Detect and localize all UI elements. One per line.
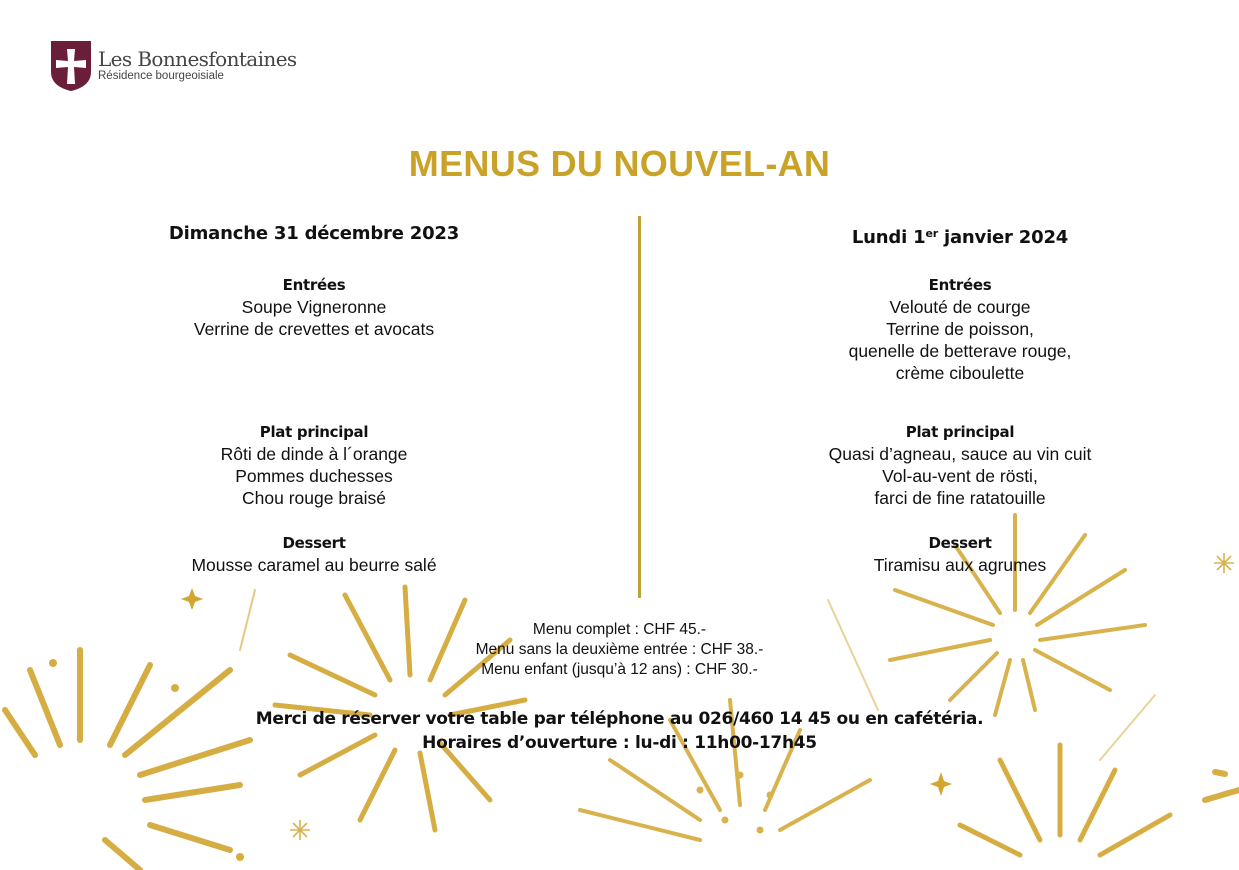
menu-date-prefix: Lundi 1 xyxy=(851,227,926,248)
section-heading: Entrées xyxy=(282,276,346,294)
entrees-section xyxy=(760,274,1160,384)
menu-column-dec-31 xyxy=(114,222,514,575)
menu-date-ordinal: er xyxy=(925,227,938,240)
menu-item: Terrine de poisson, xyxy=(886,319,1034,339)
menu-column-jan-1 xyxy=(760,222,1160,575)
cross-shield-icon xyxy=(50,40,92,92)
menu-item: quenelle de betterave rouge, xyxy=(848,341,1072,361)
menu-item: Pommes duchesses xyxy=(235,466,393,486)
dessert-section xyxy=(760,532,1160,576)
main-course-section xyxy=(114,421,514,509)
menu-item: Soupe Vigneronne xyxy=(241,297,387,317)
menu-item: Vol-au-vent de rösti, xyxy=(882,466,1038,486)
opening-hours-text: Horaires d’ouverture : lu-di : 11h00-17h45 xyxy=(422,733,817,753)
column-divider xyxy=(638,216,641,598)
section-heading: Dessert xyxy=(928,534,992,552)
section-heading: Dessert xyxy=(282,534,346,552)
menu-item: Tiramisu aux agrumes xyxy=(873,555,1047,575)
section-heading: Plat principal xyxy=(259,423,369,441)
menu-date: Dimanche 31 décembre 2023 xyxy=(168,223,460,244)
section-heading: Plat principal xyxy=(905,423,1015,441)
section-heading: Entrées xyxy=(928,276,992,294)
price-line: Menu enfant (jusqu’à 12 ans) : CHF 30.- xyxy=(481,661,758,678)
price-list xyxy=(0,620,1239,680)
menu-item: Quasi d’agneau, sauce au vin cuit xyxy=(828,444,1092,464)
price-line: Menu sans la deuxième entrée : CHF 38.- xyxy=(475,641,764,658)
page-title: MENUS DU NOUVEL-AN xyxy=(408,143,831,184)
menu-item: Rôti de dinde à l´orange xyxy=(220,444,408,464)
dessert-section xyxy=(114,532,514,576)
menu-item: Velouté de courge xyxy=(889,297,1031,317)
menu-item: Mousse caramel au beurre salé xyxy=(191,555,437,575)
main-course-section xyxy=(760,421,1160,509)
menu-date xyxy=(760,222,1160,274)
booking-info xyxy=(0,707,1239,755)
menu-item: Verrine de crevettes et avocats xyxy=(193,319,435,339)
entrees-section xyxy=(114,274,514,340)
menu-item: Chou rouge braisé xyxy=(242,488,386,508)
brand-name: Les Bonnesfontaines xyxy=(98,47,297,71)
menu-date-suffix: janvier 2024 xyxy=(937,227,1069,248)
menu-item: crème ciboulette xyxy=(895,363,1025,383)
brand-logo xyxy=(50,40,297,92)
menu-item: farci de fine ratatouille xyxy=(874,488,1046,508)
reservation-text: Merci de réserver votre table par téléphone au 026/460 14 45 ou en cafétéria. xyxy=(255,709,984,729)
price-line: Menu complet : CHF 45.- xyxy=(532,621,707,638)
brand-subtitle: Résidence bourgeoisiale xyxy=(98,70,224,82)
